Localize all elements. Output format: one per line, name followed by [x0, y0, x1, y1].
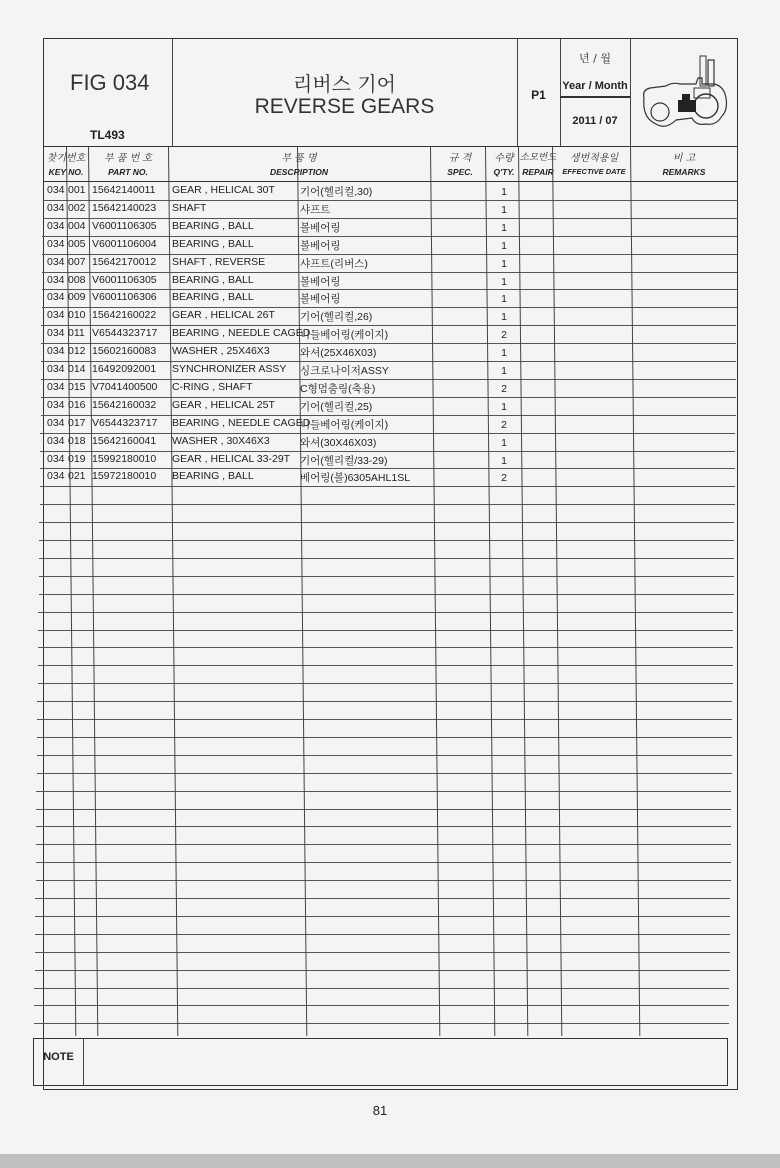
key-number-cell: 018 [68, 434, 86, 447]
year-month-korean: 년 / 월 [579, 52, 611, 65]
col-spec-en: SPEC. [447, 167, 473, 177]
model-code: TL493 [90, 128, 125, 142]
row-line [43, 200, 738, 201]
fig-code-cell: 034 [47, 273, 65, 286]
quantity-cell: 2 [501, 472, 507, 485]
note-label: NOTE [43, 1051, 74, 1063]
description-ko-cell: 샤프트(리버스) [300, 257, 368, 270]
row-line [40, 486, 735, 487]
description-ko-cell: 와셔(25X46X03) [300, 347, 377, 360]
row-line [40, 468, 735, 469]
quantity-cell: 2 [501, 329, 507, 342]
col-effective-ko: 생번적용일 [569, 153, 619, 164]
scan-edge [0, 1154, 780, 1168]
row-line [34, 1005, 729, 1006]
quantity-cell: 1 [501, 454, 507, 467]
row-line [34, 1023, 729, 1024]
description-ko-cell: 기어(헬리컬,30) [300, 186, 373, 198]
row-line [39, 576, 734, 577]
row-line [35, 898, 730, 899]
row-line [37, 773, 732, 774]
description-en-cell: BEARING , BALL [172, 237, 254, 250]
description-ko-cell: 볼베어링 [300, 221, 341, 234]
row-line [38, 683, 733, 684]
row-line [37, 719, 732, 720]
description-en-cell: BEARING , BALL [172, 273, 254, 286]
key-number-cell: 016 [68, 398, 86, 411]
description-en-cell: SHAFT , REVERSE [172, 255, 266, 268]
title-korean: 리버스 기어 [293, 72, 396, 96]
description-ko-cell: 볼베어링 [300, 275, 341, 288]
part-number-cell: V6001106306 [92, 291, 157, 304]
row-line [41, 415, 736, 416]
row-line [40, 504, 735, 505]
key-number-cell: 005 [68, 237, 86, 250]
row-line [37, 701, 732, 702]
row-line [40, 433, 735, 434]
tractor-icon [636, 54, 734, 136]
col-desc-en: DESCRIPTION [269, 167, 329, 177]
description-ko-cell: 볼베어링 [300, 239, 341, 252]
quantity-cell: 2 [501, 418, 507, 431]
description-en-cell: WASHER , 25X46X3 [172, 345, 270, 358]
fig-code-cell: 034 [47, 363, 65, 375]
header-bottom [43, 146, 738, 147]
part-number-cell: 15642160022 [92, 309, 157, 322]
fig-code-cell: 034 [47, 327, 65, 340]
quantity-cell: 1 [501, 257, 507, 270]
description-en-cell: SYNCHRONIZER ASSY [172, 363, 287, 375]
description-ko-cell: 기어(헬리컬,25) [300, 400, 373, 413]
part-number-cell: V6544323717 [92, 416, 158, 429]
key-number-cell: 007 [68, 255, 86, 268]
quantity-cell: 1 [501, 186, 507, 198]
row-line [35, 970, 730, 971]
description-en-cell: BEARING , BALL [172, 470, 254, 483]
row-line [42, 236, 737, 237]
fig-code-cell: 034 [47, 470, 65, 483]
row-line [35, 916, 730, 917]
description-ko-cell: 샤프트 [300, 203, 331, 216]
description-ko-cell: C형멈춤링(축용) [300, 382, 376, 395]
row-line [39, 522, 734, 523]
row-line [38, 665, 733, 666]
description-en-cell: WASHER , 30X46X3 [172, 434, 270, 447]
col-part-en: PART NO. [108, 167, 148, 177]
fig-code-cell: 034 [47, 237, 65, 250]
description-ko-cell: 싱크로나이저ASSY [300, 365, 389, 377]
part-number-cell: 15602160083 [92, 345, 157, 358]
fig-code-cell: 034 [47, 201, 65, 214]
key-number-cell: 011 [68, 327, 85, 340]
part-number-cell: V6001106305 [92, 273, 157, 286]
part-number-cell: 15642140011 [92, 184, 156, 196]
quantity-cell: 1 [501, 347, 507, 360]
description-ko-cell: 와셔(30X46X03) [300, 436, 377, 449]
row-line [37, 737, 732, 738]
part-number-cell: V6001106305 [92, 219, 157, 232]
col-remarks-ko: 비 고 [672, 153, 696, 164]
fig-code-cell: 034 [47, 380, 65, 393]
description-en-cell: BEARING , BALL [172, 291, 254, 304]
title-english: REVERSE GEARS [254, 95, 435, 118]
key-number-cell: 009 [68, 291, 86, 304]
note-divider [83, 1038, 84, 1086]
fig-code-cell: 034 [47, 309, 65, 322]
fig-code-cell: 034 [47, 255, 65, 268]
fig-code-cell: 034 [47, 434, 65, 447]
quantity-cell: 1 [501, 436, 507, 449]
row-line [36, 791, 731, 792]
row-line [35, 952, 730, 953]
row-line [36, 862, 731, 863]
quantity-cell: 1 [501, 275, 507, 288]
part-number-cell: 15642170012 [92, 255, 157, 268]
quantity-cell: 1 [501, 400, 507, 413]
description-ko-cell: 볼베어링 [300, 293, 341, 306]
col-qty-en: Q'TY. [493, 167, 515, 177]
col-effective-en: EFFECTIVE DATE [562, 167, 626, 176]
col-repair-en: REPAIR [522, 167, 554, 177]
description-en-cell: GEAR , HELICAL 26T [172, 309, 275, 322]
fig-code-cell: 034 [47, 416, 65, 429]
fig-code-cell: 034 [47, 291, 65, 304]
row-line [37, 755, 732, 756]
key-number-cell: 008 [68, 273, 86, 286]
quantity-cell: 1 [501, 365, 507, 377]
part-number-cell: 15642160032 [92, 398, 157, 411]
row-line [40, 451, 735, 452]
row-line [36, 826, 731, 827]
quantity-cell: 2 [501, 382, 507, 395]
description-en-cell: BEARING , NEEDLE CAGED [172, 416, 311, 429]
header-divider [630, 39, 631, 146]
row-line [39, 540, 734, 541]
description-en-cell: SHAFT [172, 201, 207, 214]
description-ko-cell: 베어링(볼)6305AHL1SL [300, 472, 411, 485]
part-number-cell: V6544323717 [92, 327, 158, 340]
row-line [42, 289, 737, 290]
quantity-cell: 1 [501, 293, 507, 306]
issue-date: 2011 / 07 [572, 115, 618, 127]
key-number-cell: 019 [68, 452, 86, 465]
page-code: P1 [531, 88, 546, 102]
col-key-en: KEY NO. [48, 167, 84, 177]
fig-code-cell: 034 [47, 452, 65, 465]
key-number-cell: 002 [68, 201, 86, 214]
description-en-cell: BEARING , NEEDLE CAGED [172, 327, 311, 340]
quantity-cell: 1 [501, 203, 507, 216]
row-line [39, 558, 734, 559]
key-number-cell: 014 [68, 363, 86, 375]
row-line [42, 272, 737, 273]
fig-number: FIG 034 [70, 70, 150, 95]
row-line [38, 630, 733, 631]
row-line [36, 880, 731, 881]
col-key-ko: 찾기번호 [46, 153, 86, 164]
year-month-label: Year / Month [562, 80, 628, 92]
description-ko-cell: 니들베어링(케이지) [300, 418, 389, 431]
description-en-cell: GEAR , HELICAL 30T [172, 184, 275, 196]
row-line [41, 397, 736, 398]
key-number-cell: 001 [68, 184, 86, 196]
part-number-cell: V7041400500 [92, 380, 158, 393]
part-number-cell: V6001106004 [92, 237, 157, 250]
row-line [36, 844, 731, 845]
quantity-cell: 1 [501, 311, 507, 324]
key-number-cell: 015 [68, 380, 86, 393]
row-line [38, 612, 733, 613]
key-number-cell: 021 [68, 470, 86, 483]
note-box [33, 1038, 728, 1086]
part-number-cell: 15972180010 [92, 470, 157, 483]
page-number: 81 [372, 1103, 388, 1118]
col-spec-ko: 규 격 [448, 153, 472, 164]
row-line [43, 218, 738, 219]
part-number-cell: 15642140023 [92, 201, 157, 214]
part-number-cell: 15992180010 [92, 452, 157, 465]
key-number-cell: 004 [68, 219, 86, 232]
description-ko-cell: 기어(헬리컬,26) [300, 311, 373, 324]
row-line [38, 647, 733, 648]
description-en-cell: GEAR , HELICAL 33-29T [172, 452, 291, 465]
row-line [39, 594, 734, 595]
row-line [42, 254, 737, 255]
year-month-divider [560, 96, 630, 98]
part-number-cell: 15642160041 [92, 434, 157, 447]
quantity-cell: 1 [501, 221, 507, 234]
row-line [35, 934, 730, 935]
fig-code-cell: 034 [47, 345, 65, 358]
fig-code-cell: 034 [47, 398, 65, 411]
row-line [34, 988, 729, 989]
col-part-ko: 부 품 번 호 [103, 153, 153, 164]
column-header-bottom [43, 181, 738, 182]
description-en-cell: C-RING , SHAFT [172, 380, 253, 393]
quantity-cell: 1 [501, 239, 507, 252]
description-en-cell: BEARING , BALL [172, 219, 254, 232]
col-desc-ko: 부 품 명 [281, 153, 317, 164]
description-ko-cell: 니들베어링(케이지) [300, 329, 389, 342]
key-number-cell: 012 [68, 345, 86, 358]
description-ko-cell: 기어(헬리컬/33-29) [300, 454, 388, 467]
col-remarks-en: REMARKS [662, 167, 706, 177]
col-repair-ko: 소모번도 [519, 152, 557, 163]
row-line [36, 809, 731, 810]
key-number-cell: 010 [68, 309, 86, 322]
part-number-cell: 16492092001 [92, 363, 157, 375]
col-qty-ko: 수량 [494, 153, 514, 164]
description-en-cell: GEAR , HELICAL 25T [172, 398, 275, 411]
fig-code-cell: 034 [47, 219, 65, 232]
fig-code-cell: 034 [47, 184, 65, 196]
key-number-cell: 017 [68, 416, 86, 429]
